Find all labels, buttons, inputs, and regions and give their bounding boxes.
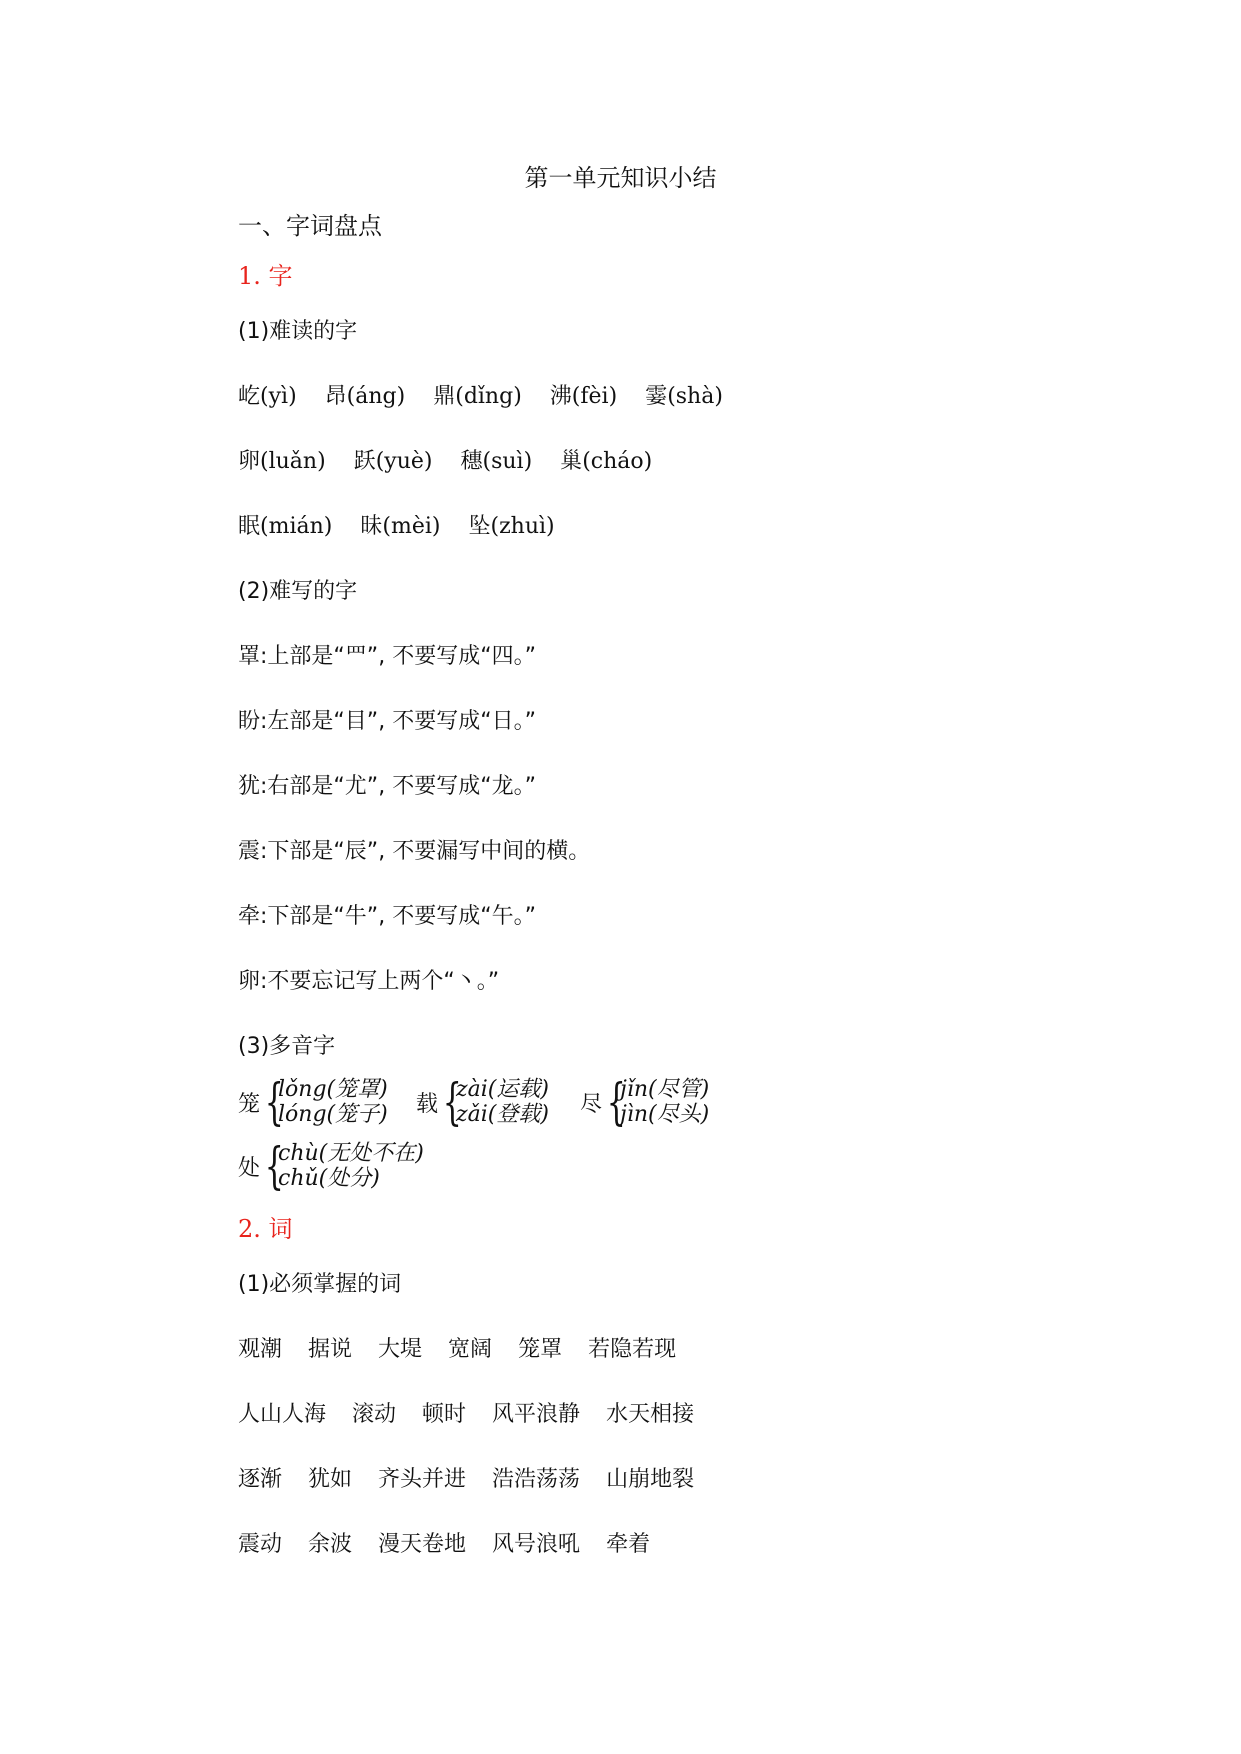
word: 宽阔 <box>448 1337 493 1362</box>
char: 坠 <box>468 514 491 539</box>
char: 沸 <box>549 384 572 409</box>
reading-a: lǒng(笼罩) <box>278 1077 388 1102</box>
char: 鼎 <box>433 384 456 409</box>
pinyin: (mián) <box>260 514 333 539</box>
word: 逐渐 <box>238 1467 283 1492</box>
word: 齐头并进 <box>378 1467 467 1492</box>
brace: { <box>264 1073 284 1131</box>
char: 昧 <box>360 514 383 539</box>
word: 余波 <box>308 1532 353 1557</box>
word: 笼罩 <box>518 1337 563 1362</box>
pinyin: (zhuì) <box>490 514 555 539</box>
char: 卵 <box>238 449 261 474</box>
reading-row <box>238 379 723 410</box>
char: 跃 <box>353 449 376 474</box>
word: 震动 <box>238 1532 283 1557</box>
reading-a: chù(无处不在) <box>278 1141 424 1166</box>
pinyin: (yuè) <box>375 449 433 474</box>
reading-row <box>238 509 555 540</box>
word-row <box>238 1397 720 1428</box>
char: 眠 <box>238 514 261 539</box>
char: 昂 <box>324 384 347 409</box>
word: 漫天卷地 <box>378 1532 467 1557</box>
polyphone-char: 尽 <box>580 1091 603 1117</box>
char: 霎 <box>645 384 668 409</box>
word: 风平浪静 <box>492 1402 581 1427</box>
brace: { <box>606 1073 626 1131</box>
section-heading: 一、字词盘点 <box>238 212 382 240</box>
polyphone-entry <box>238 1137 424 1195</box>
polyphone-entry <box>580 1073 710 1131</box>
writing-note: 罩:上部是“罒”, 不要写成“四。” <box>238 644 536 669</box>
subheading-must-master: (1)必须掌握的词 <box>238 1272 402 1297</box>
char: 巢 <box>560 449 583 474</box>
pinyin: (fèi) <box>571 384 618 409</box>
brace: { <box>264 1137 284 1195</box>
word: 观潮 <box>238 1337 283 1362</box>
reading-b: chǔ(处分) <box>278 1166 380 1191</box>
writing-note: 犹:右部是“尤”, 不要写成“龙。” <box>238 774 536 799</box>
char: 穗 <box>460 449 483 474</box>
pinyin: (cháo) <box>582 449 653 474</box>
polyphone-entry <box>238 1073 388 1131</box>
reading-row <box>238 444 652 475</box>
word-row <box>238 1462 720 1493</box>
pinyin: (suì) <box>482 449 533 474</box>
pinyin: (shà) <box>667 384 723 409</box>
polyphone-char: 笼 <box>238 1091 261 1117</box>
word: 大堤 <box>378 1337 423 1362</box>
pinyin: (yì) <box>260 384 297 409</box>
word: 滚动 <box>352 1402 397 1427</box>
reading-b: lóng(笼子) <box>278 1102 388 1127</box>
word: 风号浪吼 <box>492 1532 581 1557</box>
char: 屹 <box>238 384 261 409</box>
word: 顿时 <box>422 1402 467 1427</box>
pinyin: (luǎn) <box>260 449 326 474</box>
subheading-hard-to-read: (1)难读的字 <box>238 319 358 344</box>
part-heading-characters: 1. 字 <box>238 262 293 290</box>
part-heading-words: 2. 词 <box>238 1215 293 1243</box>
subheading-polyphones: (3)多音字 <box>238 1034 336 1059</box>
pinyin: (áng) <box>346 384 406 409</box>
word: 牵着 <box>606 1532 651 1557</box>
word: 若隐若现 <box>588 1337 677 1362</box>
brace: { <box>442 1073 462 1131</box>
reading-a: jǐn(尽管) <box>620 1077 710 1102</box>
polyphone-entry <box>416 1073 549 1131</box>
word: 据说 <box>308 1337 353 1362</box>
word: 水天相接 <box>606 1402 695 1427</box>
reading-b: jìn(尽头) <box>620 1102 710 1127</box>
writing-note: 盼:左部是“目”, 不要写成“日。” <box>238 709 536 734</box>
page-title: 第一单元知识小结 <box>524 164 717 192</box>
word-row <box>238 1527 676 1558</box>
writing-note: 卵:不要忘记写上两个“丶。” <box>238 969 500 994</box>
pinyin: (mèi) <box>382 514 441 539</box>
word: 人山人海 <box>238 1402 327 1427</box>
reading-a: zài(运载) <box>456 1077 549 1102</box>
polyphone-char: 处 <box>238 1155 261 1181</box>
writing-note: 震:下部是“辰”, 不要漏写中间的横。 <box>238 839 591 864</box>
word: 山崩地裂 <box>606 1467 695 1492</box>
subheading-hard-to-write: (2)难写的字 <box>238 579 358 604</box>
writing-note: 牵:下部是“牛”, 不要写成“午。” <box>238 904 536 929</box>
reading-b: zǎi(登载) <box>456 1102 549 1127</box>
word: 犹如 <box>308 1467 353 1492</box>
pinyin: (dǐng) <box>455 384 522 409</box>
polyphone-char: 载 <box>416 1091 439 1117</box>
word-row <box>238 1332 702 1363</box>
word: 浩浩荡荡 <box>492 1467 581 1492</box>
